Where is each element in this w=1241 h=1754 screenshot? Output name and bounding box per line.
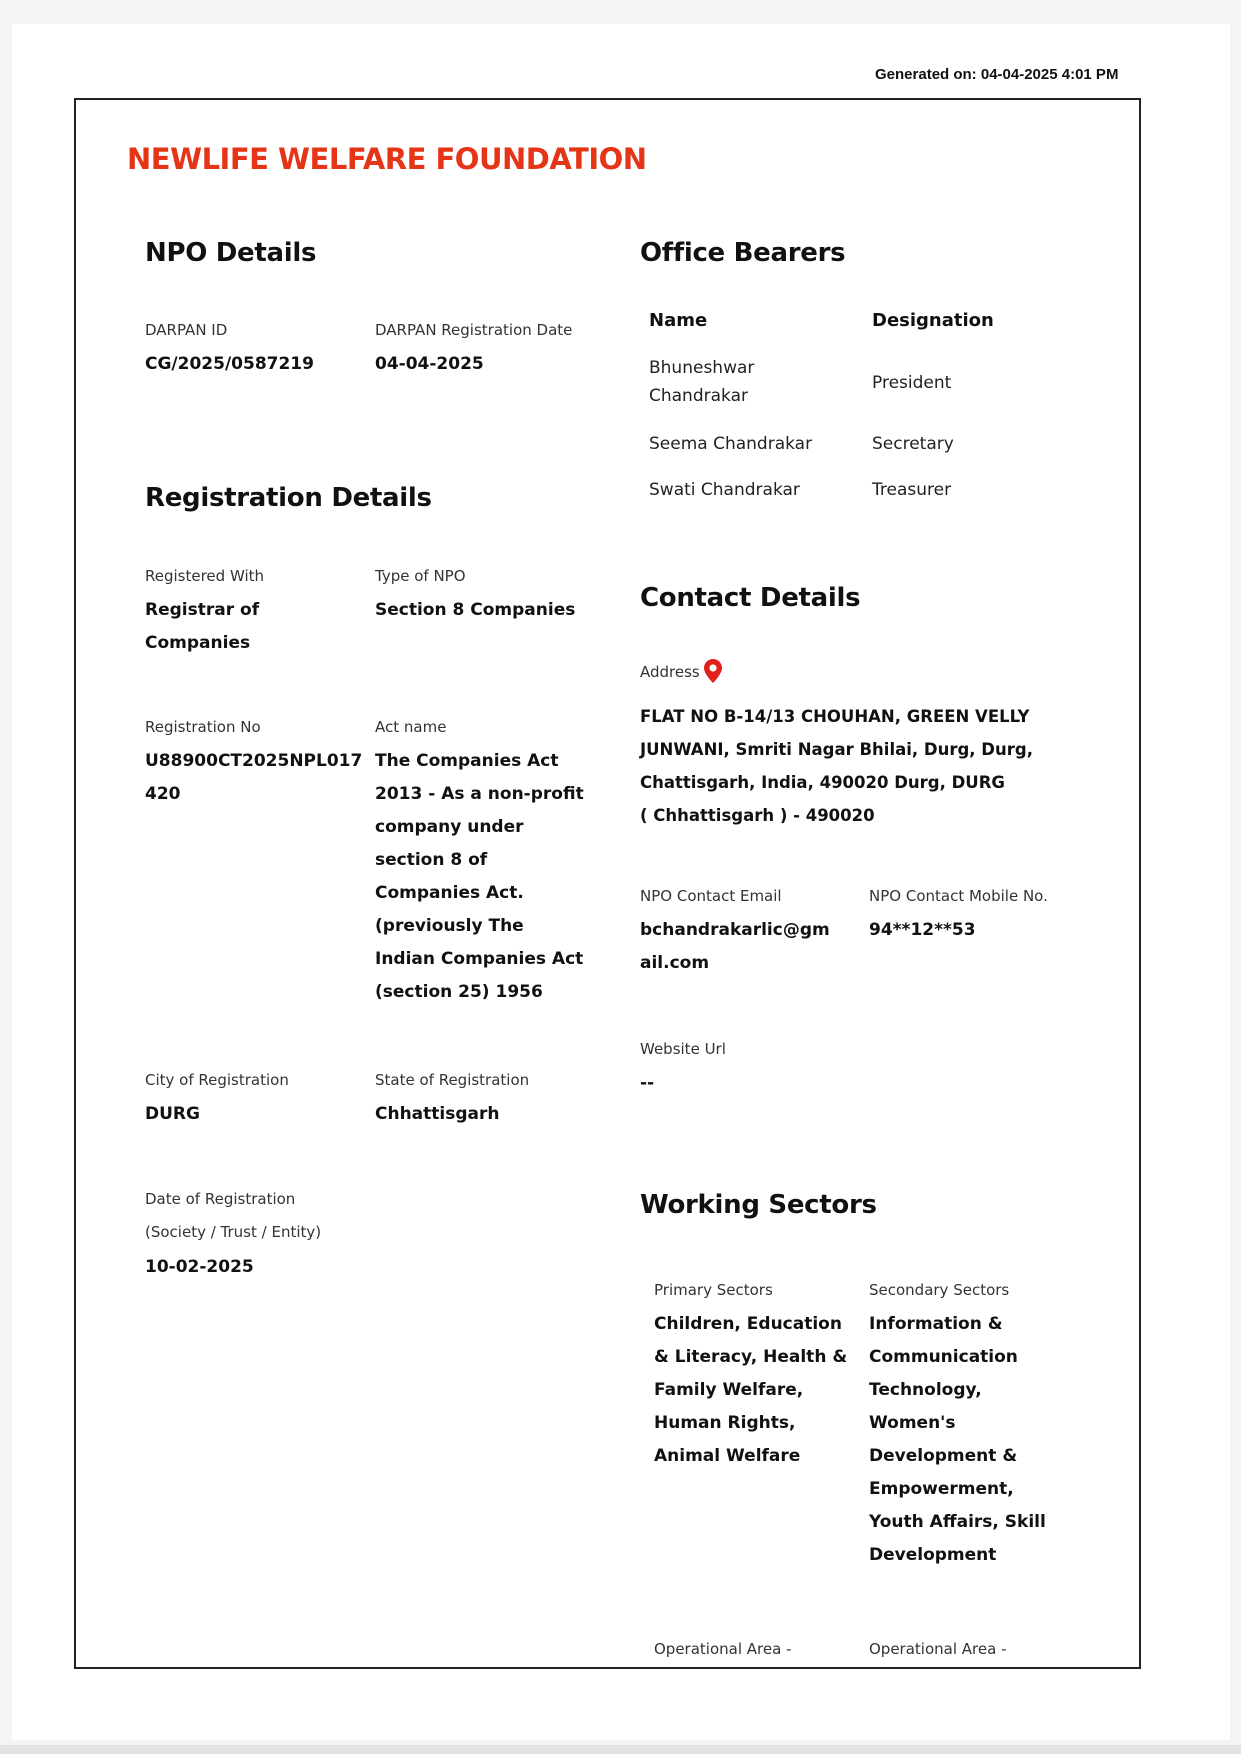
registered-with-label: Registered With <box>145 567 265 585</box>
mobile-value: 94**12**53 <box>869 920 976 940</box>
darpan-reg-date-value: 04-04-2025 <box>375 354 484 374</box>
bearers-col-name: Name <box>649 310 708 331</box>
bottom-scrollbar <box>0 1745 1241 1754</box>
primary-operational-area: Operational Area - <box>654 1640 792 1658</box>
bearer-name: Bhuneshwar Chandrakar <box>649 358 755 406</box>
city-label: City of Registration <box>145 1071 289 1089</box>
date-of-registration-label: Date of Registration (Society / Trust / Entity) <box>145 1190 322 1241</box>
registration-no-value: U88900CT2025NPL017 420 <box>145 751 363 804</box>
city-value: DURG <box>145 1104 200 1124</box>
website-label: Website Url <box>640 1040 726 1058</box>
secondary-sectors-label: Secondary Sectors <box>869 1281 1010 1299</box>
bearer-designation: Secretary <box>872 434 954 454</box>
act-name-label: Act name <box>375 718 447 736</box>
email-value: bchandrakarlic@gm ail.com <box>640 920 830 973</box>
date-of-registration-value: 10-02-2025 <box>145 1257 254 1277</box>
org-title: NEWLIFE WELFARE FOUNDATION <box>127 142 647 176</box>
registration-no-label: Registration No <box>145 718 261 736</box>
primary-sectors-label: Primary Sectors <box>654 1281 773 1299</box>
bearer-designation: Treasurer <box>872 480 952 500</box>
bearer-designation: President <box>872 373 952 393</box>
website-value: -- <box>640 1073 655 1093</box>
working-sectors-heading: Working Sectors <box>640 1190 877 1220</box>
darpan-reg-date-label: DARPAN Registration Date <box>375 321 573 339</box>
location-pin-icon <box>704 659 722 683</box>
bearer-name: Swati Chandrakar <box>649 480 800 500</box>
secondary-operational-area: Operational Area - <box>869 1640 1007 1658</box>
type-of-npo-value: Section 8 Companies <box>375 600 576 620</box>
contact-details-heading: Contact Details <box>640 583 861 613</box>
state-label: State of Registration <box>375 1071 530 1089</box>
darpan-id-label: DARPAN ID <box>145 321 228 339</box>
registered-with-value: Registrar of Companies <box>145 600 260 653</box>
secondary-sectors-value: Information & Communication Technology, Women's Development & Empowerment, Youth Affairs, Skill Development <box>869 1314 1046 1565</box>
email-label: NPO Contact Email <box>640 887 782 905</box>
mobile-label: NPO Contact Mobile No. <box>869 887 1048 905</box>
bearer-name: Seema Chandrakar <box>649 434 813 454</box>
address-value: FLAT NO B-14/13 CHOUHAN, GREEN VELLY JUNWANI, Smriti Nagar Bhilai, Durg, Durg, Chattisgarh, India, 490020 Durg, DURG ( Chhattisgarh ) - 490020 <box>640 707 1033 825</box>
office-bearers-heading: Office Bearers <box>640 238 846 268</box>
state-value: Chhattisgarh <box>375 1104 500 1124</box>
act-name-value: The Companies Act 2013 - As a non-profit company under section 8 of Companies Act. (previously The Indian Companies Act (section 25) 1956 <box>375 751 584 1002</box>
address-label: Address <box>640 663 700 681</box>
npo-details-heading: NPO Details <box>145 238 317 268</box>
darpan-id-value: CG/2025/0587219 <box>145 354 314 374</box>
generated-timestamp: Generated on: 04-04-2025 4:01 PM <box>875 66 1119 83</box>
registration-details-heading: Registration Details <box>145 483 432 513</box>
primary-sectors-value: Children, Education & Literacy, Health & Family Welfare, Human Rights, Animal Welfare <box>654 1314 848 1466</box>
type-of-npo-label: Type of NPO <box>375 567 466 585</box>
bearers-col-designation: Designation <box>872 310 994 331</box>
